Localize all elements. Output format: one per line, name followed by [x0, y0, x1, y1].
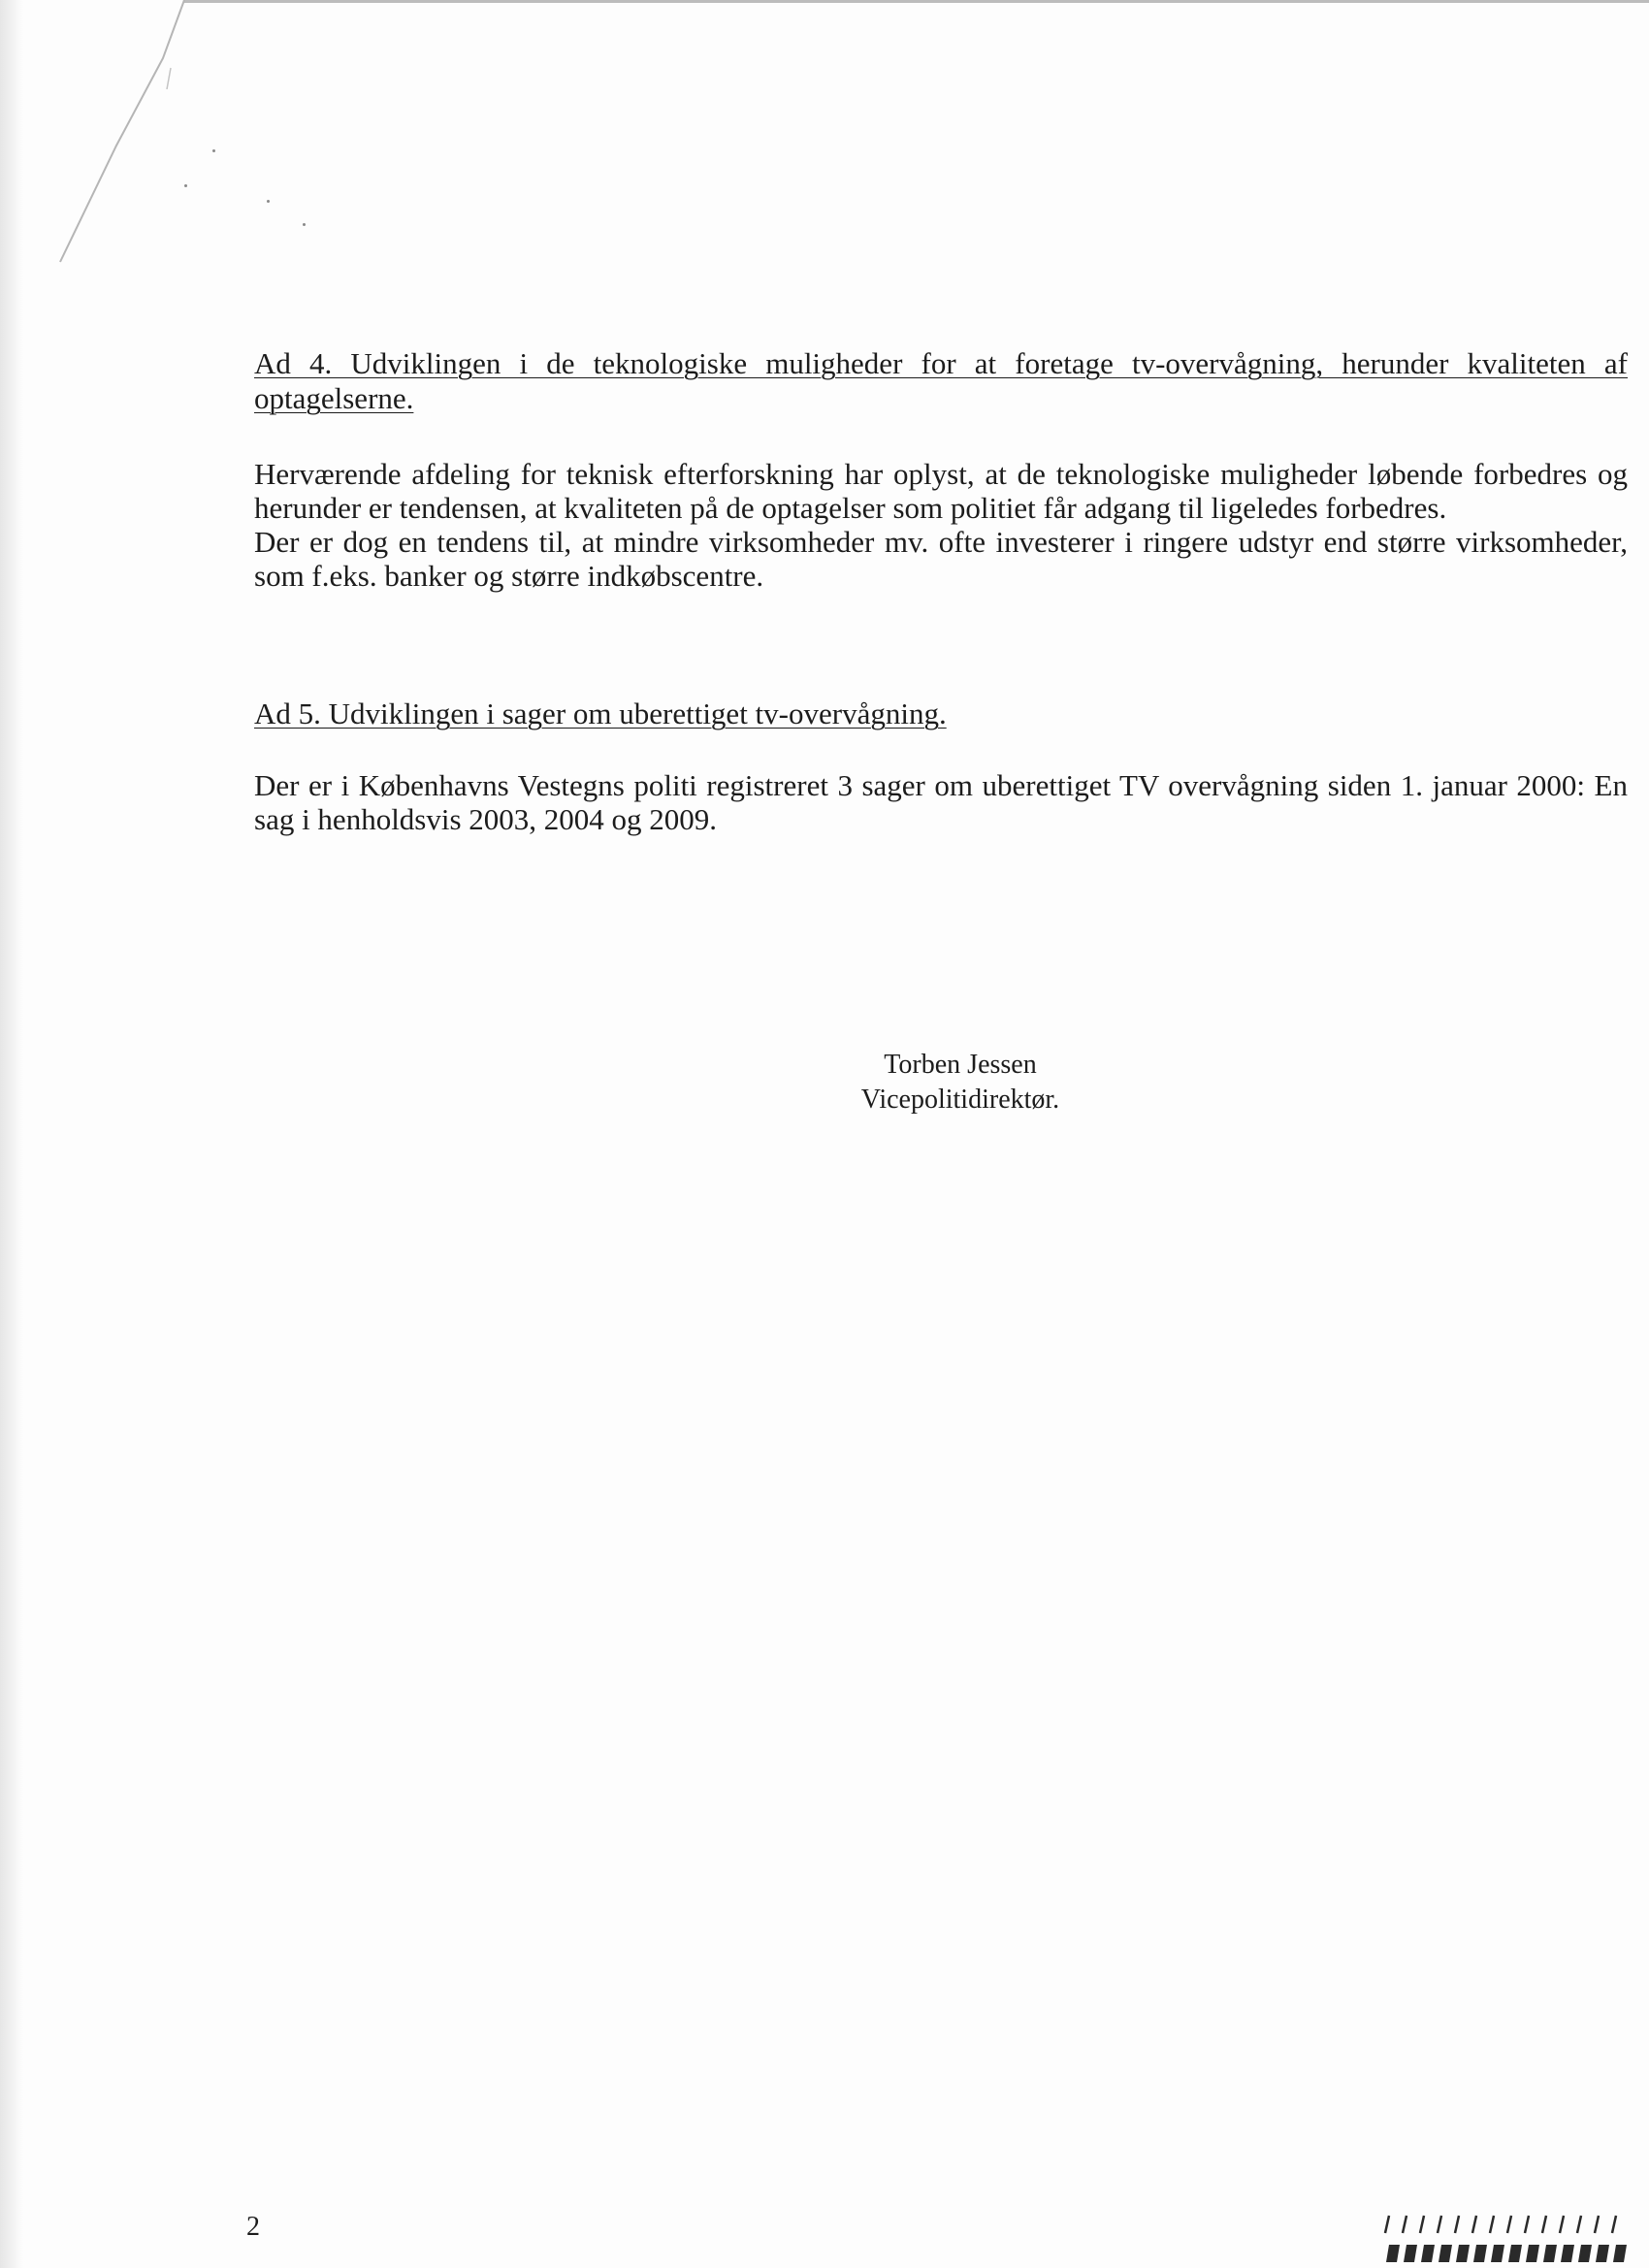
- barcode-slash: [1438, 2216, 1441, 2233]
- barcode-slash: [1577, 2216, 1581, 2233]
- barcode-slash: [1403, 2216, 1406, 2233]
- barcode-slash: [1612, 2216, 1616, 2233]
- barcode-block: [1508, 2245, 1522, 2262]
- section-4-heading: Ad 4. Udviklingen i de teknologiske muligheder for at foretage tv-overvågning, herunder kvaliteten af optagelserne.: [254, 346, 1628, 415]
- barcode-block: [1526, 2245, 1539, 2262]
- section-4: [254, 346, 1628, 593]
- barcode-slash: [1507, 2216, 1511, 2233]
- barcode: [1381, 2212, 1633, 2268]
- scan-left-shadow: [0, 0, 23, 2268]
- scan-speck: [267, 200, 270, 203]
- barcode-block: [1421, 2245, 1435, 2262]
- barcode-slash: [1560, 2216, 1564, 2233]
- signatory-name: Torben Jessen: [884, 1050, 1037, 1080]
- barcode-block: [1439, 2245, 1452, 2262]
- barcode-slash: [1420, 2216, 1424, 2233]
- barcode-slash: [1595, 2216, 1599, 2233]
- barcode-slash: [1542, 2216, 1546, 2233]
- section-5: [254, 697, 1628, 836]
- scan-speck: [212, 149, 215, 152]
- section-5-heading: Ad 5. Udviklingen i sager om uberettiget tv-overvågning.: [254, 697, 947, 730]
- barcode-slash: [1385, 2216, 1389, 2233]
- signatory-title: Vicepolitidirektør.: [860, 1085, 1060, 1115]
- barcode-block: [1456, 2245, 1470, 2262]
- section-4-paragraph-1: Herværende afdeling for teknisk efterforskning har oplyst, at de teknologiske muligheder løbende forbedres og herunder er tendensen, at kvaliteten på de optagelser som politiet får adgang til ligeledes forbedres.: [254, 457, 1628, 525]
- barcode-block: [1596, 2245, 1609, 2262]
- barcode-block: [1491, 2245, 1504, 2262]
- barcode-block: [1404, 2245, 1417, 2262]
- signature-block: [776, 1048, 1145, 1118]
- scan-top-edge: [184, 0, 1649, 3]
- barcode-block: [1473, 2245, 1487, 2262]
- scan-speck: [184, 184, 187, 187]
- section-4-paragraph-2: Der er dog en tendens til, at mindre virksomheder mv. ofte investerer i ringere udstyr end større virksomheder, som f.eks. banker og større indkøbscentre.: [254, 525, 1628, 593]
- barcode-slash: [1525, 2216, 1529, 2233]
- barcode-block: [1543, 2245, 1557, 2262]
- scan-speck: [303, 223, 306, 226]
- barcode-block: [1386, 2245, 1400, 2262]
- folded-corner-mark: [0, 0, 252, 291]
- section-5-paragraph-1: Der er i Københavns Vestegns politi registreret 3 sager om uberettiget TV overvågning siden 1. januar 2000: En sag i henholdsvis 2003, 2004 og 2009.: [254, 768, 1628, 836]
- barcode-block: [1561, 2245, 1574, 2262]
- page-number: 2: [246, 2212, 260, 2242]
- barcode-slash: [1490, 2216, 1494, 2233]
- barcode-block: [1613, 2245, 1627, 2262]
- barcode-block: [1578, 2245, 1592, 2262]
- barcode-slash: [1455, 2216, 1459, 2233]
- barcode-slash: [1472, 2216, 1476, 2233]
